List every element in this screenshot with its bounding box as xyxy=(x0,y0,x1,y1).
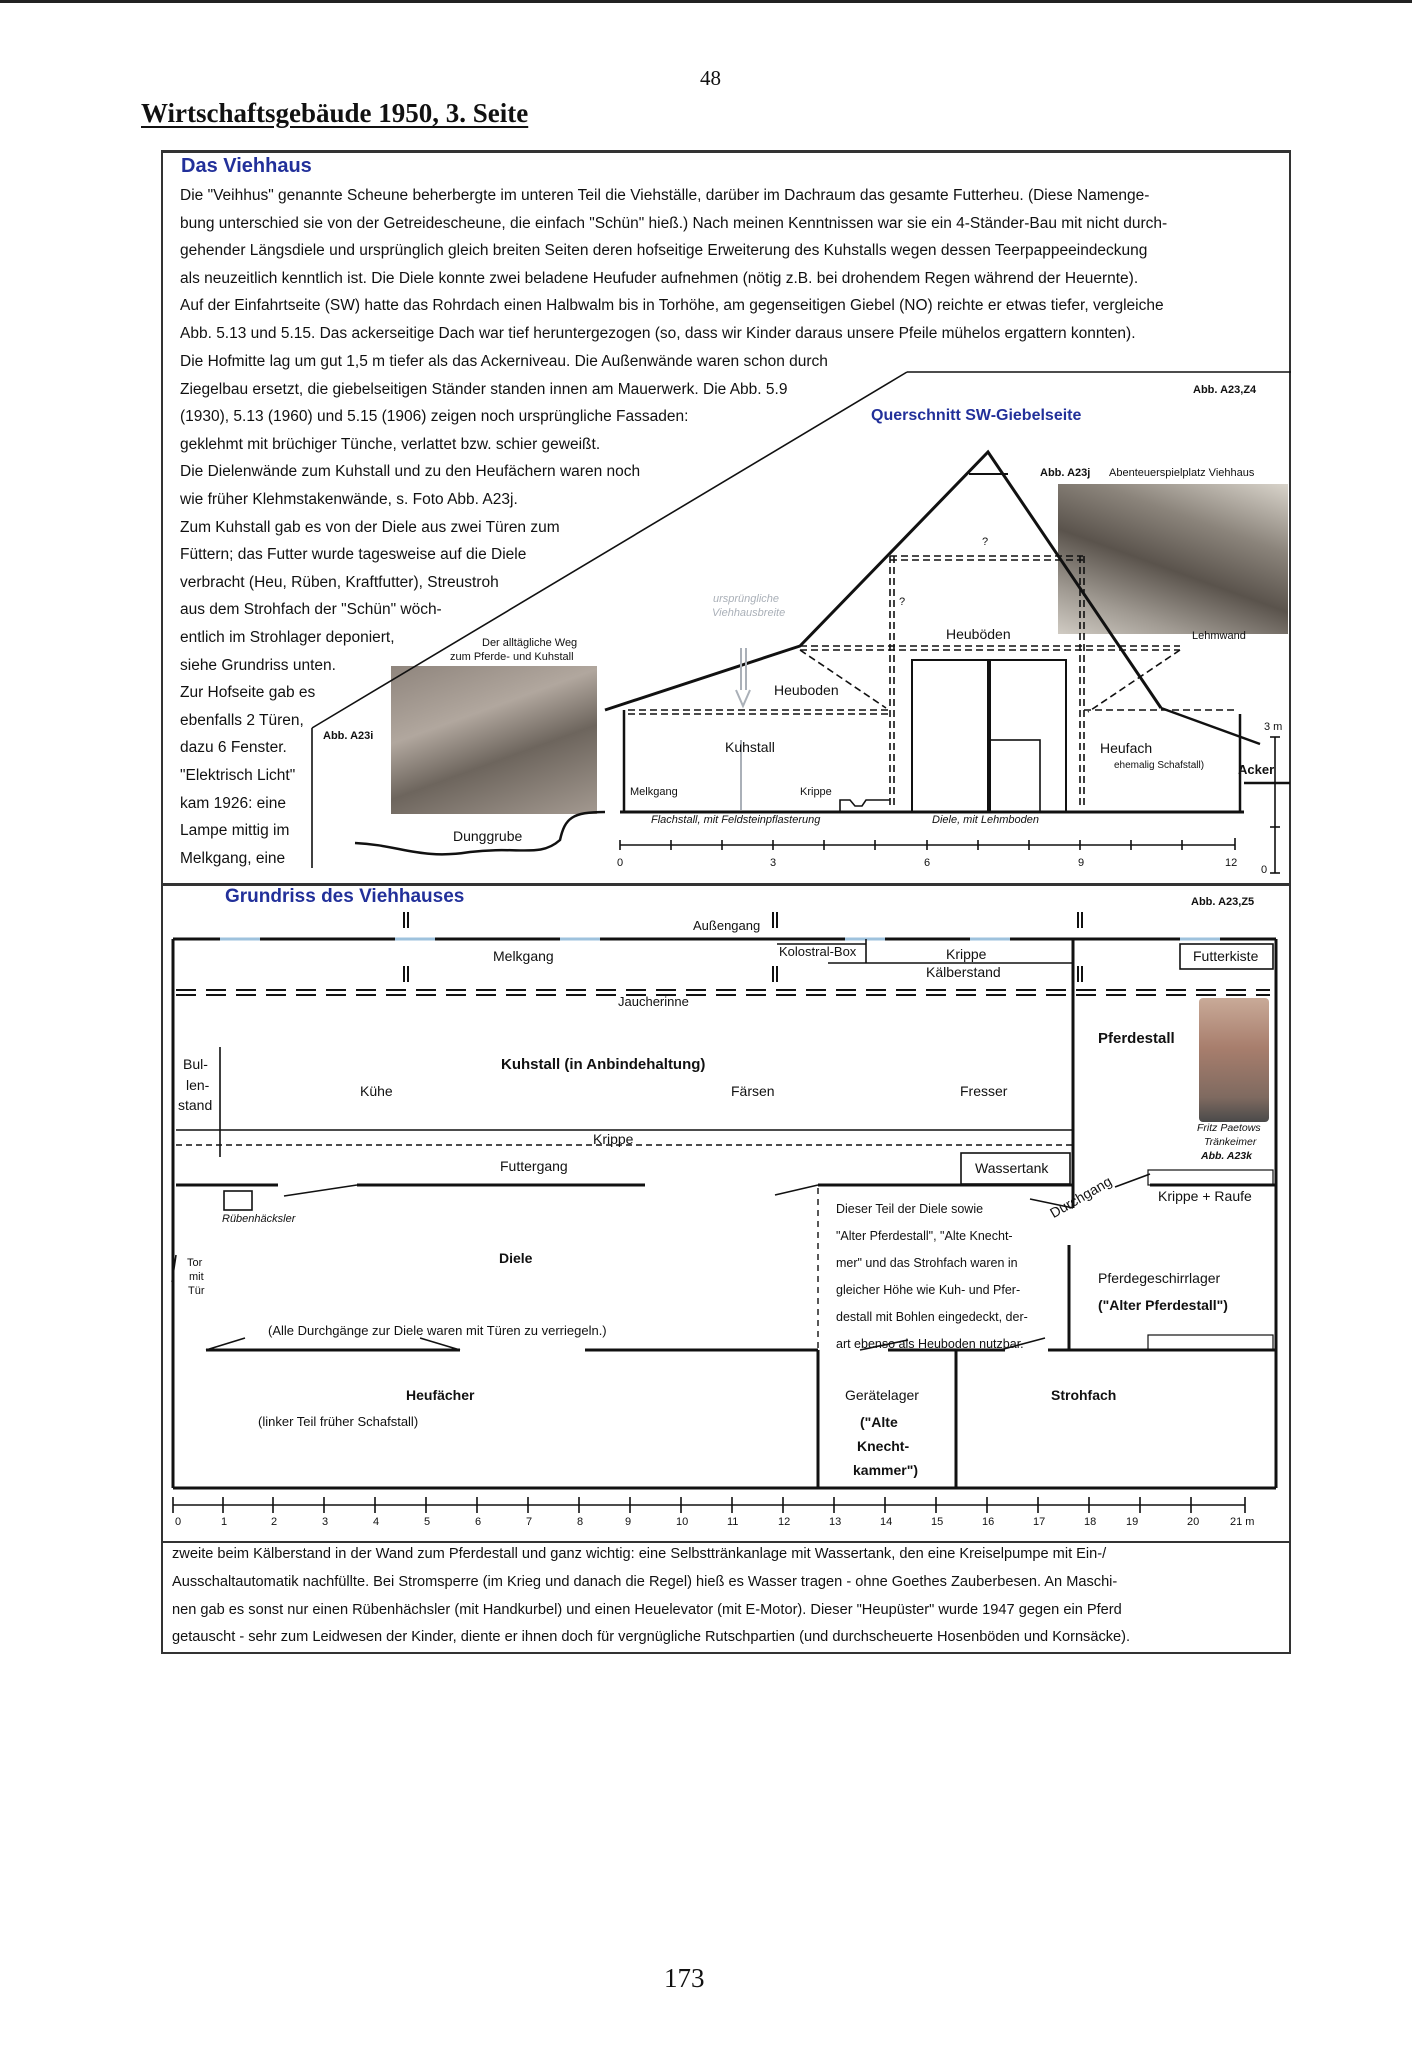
label-knecht-1: ("Alte xyxy=(860,1414,898,1430)
plan-scale-label: 2 xyxy=(271,1516,278,1528)
side-line: (1930), 5.13 (1960) und 5.15 (1906) zeigen noch ursprüngliche Fassaden: xyxy=(180,408,689,426)
plan-scale-label: 6 xyxy=(475,1516,482,1528)
question-mark-side: ? xyxy=(899,596,906,608)
bucket-ref: Abb. A23k xyxy=(1201,1150,1252,1162)
note-line: gleicher Höhe wie Kuh- und Pfer- xyxy=(836,1283,1021,1297)
diele-note xyxy=(836,1196,1028,1358)
intro-line: gehender Längsdiele und ursprünglich gleich breiten Seiten deren hofseitige Erweiterung des Kuhstalls wegen dessen Teerpappeeindeckung xyxy=(180,242,1148,260)
note-line: Dieser Teil der Diele sowie xyxy=(836,1202,984,1216)
height-scale-bottom: 0 xyxy=(1261,864,1268,876)
side-line: Füttern; das Futter wurde tagesweise auf die Diele xyxy=(180,546,527,564)
label-futterkiste: Futterkiste xyxy=(1193,948,1259,964)
label-kuehe: Kühe xyxy=(360,1083,393,1099)
label-diele: Diele xyxy=(499,1250,533,1266)
label-melkgang: Melkgang xyxy=(493,948,554,964)
querschnitt-ref: Abb. A23,Z4 xyxy=(1193,384,1257,396)
intro-line: bung unterschied sie von der Getreidescheune, die einfach "Schün" hieß.) Nach meinen Kenntnissen war sie ein 4-Ständer-Bau mit nicht durch- xyxy=(180,214,1168,232)
side-line: siehe Grundriss unten. xyxy=(180,656,336,674)
bucket-caption-2: Tränkeimer xyxy=(1204,1136,1257,1148)
photo-a23i-ref: Abb. A23i xyxy=(323,730,374,742)
label-heuboeden: Heuböden xyxy=(946,626,1011,642)
side-line: verbracht (Heu, Rüben, Kraftfutter), Streustroh xyxy=(180,573,499,591)
cross-scale-label: 6 xyxy=(924,857,931,869)
page-number-bottom: 173 xyxy=(664,1963,705,1993)
grundriss-ref: Abb. A23,Z5 xyxy=(1191,896,1255,908)
side-line: dazu 6 Fenster. xyxy=(180,739,287,757)
cross-scale-label: 0 xyxy=(617,857,624,869)
querschnitt-title: Querschnitt SW-Giebelseite xyxy=(871,407,1082,424)
label-krippe-section: Krippe xyxy=(800,786,832,798)
label-diele-lehmboden: Diele, mit Lehmboden xyxy=(932,814,1040,826)
viehhaus-heading: Das Viehhaus xyxy=(181,155,312,177)
side-line: Melkgang, eine xyxy=(180,849,286,867)
intro-line: als neuzeitlich kenntlich ist. Die Diele konnte zwei beladene Heufuder aufnehmen (nötig z.B. bei drohendem Regen während der Heuernte). xyxy=(180,269,1139,287)
plan-scale-label: 12 xyxy=(778,1516,791,1528)
label-knecht-3: kammer") xyxy=(853,1462,919,1478)
gate-right-leaf xyxy=(990,660,1066,812)
roof-outline xyxy=(605,452,1161,710)
label-krippe-raufe: Krippe + Raufe xyxy=(1158,1188,1252,1204)
label-heufach-sub: ehemalig Schafstall) xyxy=(1114,760,1205,771)
closing-paragraph xyxy=(172,1541,1130,1652)
side-line: wie früher Klehmstakenwände, s. Foto Abb. A23j. xyxy=(180,490,518,508)
label-kuhstall-section: Kuhstall xyxy=(725,739,775,755)
gate-door xyxy=(990,740,1040,812)
label-alter-pferdestall: ("Alter Pferdestall") xyxy=(1098,1297,1228,1313)
side-line: entlich im Strohlager deponiert, xyxy=(180,628,395,646)
side-line: aus dem Strohfach der "Schün" wöch- xyxy=(180,601,442,619)
photo-a23i-caption-2: zum Pferde- und Kuhstall xyxy=(450,651,574,663)
side-line: ebenfalls 2 Türen, xyxy=(180,711,304,729)
label-dunggrube: Dunggrube xyxy=(453,828,523,844)
label-futtergang: Futtergang xyxy=(500,1158,568,1174)
plan-scale-label: 13 xyxy=(829,1516,842,1528)
label-krippe-top: Krippe xyxy=(946,946,987,962)
label-bullenstand-1: Bul- xyxy=(183,1056,208,1072)
side-line: kam 1926: eine xyxy=(180,794,286,812)
label-bullenstand-2: len- xyxy=(186,1077,210,1093)
side-line: Die Hofmitte lag um gut 1,5 m tiefer als das Ackerniveau. Die Außenwände waren schon durch xyxy=(180,353,828,370)
side-line: Die Dielenwände zum Kuhstall und zu den Heufächern waren noch xyxy=(180,463,641,481)
height-scale-top: 3 m xyxy=(1264,721,1283,733)
label-knecht-2: Knecht- xyxy=(857,1438,910,1454)
label-pferdestall: Pferdestall xyxy=(1098,1030,1175,1047)
label-pferdegeschirrlager: Pferdegeschirrlager xyxy=(1098,1270,1221,1286)
wrap-diagonal xyxy=(312,372,907,728)
label-fresser: Fresser xyxy=(960,1083,1008,1099)
closing-line: getauscht - sehr zum Leidwesen der Kinder, diente er ihnen doch für vergnügliche Rutschpartien (und durchscheuerte Hosenböden und Kornsäcke). xyxy=(172,1629,1131,1646)
plan-scale-label: 17 xyxy=(1033,1516,1046,1528)
plan-scale-label: 18 xyxy=(1084,1516,1097,1528)
original-width-label-1: ursprüngliche xyxy=(713,593,780,605)
plan-scale-label: 5 xyxy=(424,1516,431,1528)
cross-scale-label: 12 xyxy=(1225,857,1238,869)
label-durchgang: Durchgang xyxy=(1047,1172,1115,1221)
label-heufaecher-sub: (linker Teil früher Schafstall) xyxy=(258,1414,419,1429)
closing-line: nen gab es sonst nur einen Rübenhächsler (mit Handkurbel) und einen Heuelevator (mit E-Motor). Dieser "Heupüster" wurde 1947 gegen ein Pferd xyxy=(172,1601,1122,1618)
note-line: art ebenso als Heuboden nutzbar. xyxy=(836,1337,1024,1351)
note-line: "Alter Pferdestall", "Alte Knecht- xyxy=(836,1229,1013,1243)
label-flachstall: Flachstall, mit Feldsteinpflasterung xyxy=(651,814,821,826)
side-line: Ziegelbau ersetzt, die giebelseitigen Ständer standen innen am Mauerwerk. Die Abb. 5.9 xyxy=(180,380,788,398)
photo-a23j-caption: Abenteuerspielplatz Viehhaus xyxy=(1109,467,1255,479)
label-tor-2: mit xyxy=(189,1271,204,1283)
label-heufaecher: Heufächer xyxy=(406,1387,475,1403)
label-tor-1: Tor xyxy=(187,1257,203,1269)
plan-scale-label: 10 xyxy=(676,1516,689,1528)
closing-line: zweite beim Kälberstand in der Wand zum Pferdestall und ganz wichtig: eine Selbsttränkanlage mit Wassertank, den eine Kreiselpumpe mit Ein-/ xyxy=(172,1546,1107,1562)
label-kaelberstand: Kälberstand xyxy=(926,964,1001,980)
label-acker: Acker xyxy=(1238,762,1275,777)
grundriss-title: Grundriss des Viehhauses xyxy=(225,886,465,907)
photo-a23j-ref: Abb. A23j xyxy=(1040,467,1091,479)
label-jaucherinne: Jaucherinne xyxy=(618,994,689,1009)
plan-scale-label: 20 xyxy=(1187,1516,1200,1528)
label-wassertank: Wassertank xyxy=(975,1160,1049,1176)
label-aussengang: Außengang xyxy=(693,918,761,933)
label-geraetelager: Gerätelager xyxy=(845,1387,919,1403)
plan-scale-label: 11 xyxy=(727,1516,739,1528)
plan-scale-label: 4 xyxy=(373,1516,380,1528)
side-line: geklehmt mit brüchiger Tünche, verlattet bzw. schier geweißt. xyxy=(180,435,601,453)
label-ruebenhaecksler: Rübenhäcksler xyxy=(222,1213,296,1225)
plan-scale-label: 21 m xyxy=(1230,1516,1255,1528)
plan-scale-label: 0 xyxy=(175,1516,182,1528)
page-title: Wirtschaftsgebäude 1950, 3. Seite xyxy=(141,98,529,128)
label-heufach: Heufach xyxy=(1100,740,1153,756)
label-faersen: Färsen xyxy=(731,1083,775,1099)
side-line: Zum Kuhstall gab es von der Diele aus zwei Türen zum xyxy=(180,518,560,536)
plan-scale-label: 8 xyxy=(577,1516,584,1528)
intro-line: Auf der Einfahrtseite (SW) hatte das Rohrdach einen Halbwalm bis in Torhöhe, am gegenseitigen Giebel (NO) reichte er etwas tiefer, vergleiche xyxy=(180,297,1164,315)
photo-a23i-caption-1: Der alltägliche Weg xyxy=(482,637,578,649)
label-kuhstall: Kuhstall (in Anbindehaltung) xyxy=(501,1056,706,1073)
label-tor-3: Tür xyxy=(188,1285,205,1297)
label-strohfach: Strohfach xyxy=(1051,1387,1117,1403)
original-width-label-2: Viehhausbreite xyxy=(712,607,786,619)
label-heuboden: Heuboden xyxy=(774,682,839,698)
bucket-caption-1: Fritz Paetows xyxy=(1197,1122,1261,1134)
label-melkgang-section: Melkgang xyxy=(630,786,678,798)
plan-scale-label: 19 xyxy=(1126,1516,1139,1528)
plan-scale-label: 15 xyxy=(931,1516,944,1528)
intro-line: Abb. 5.13 und 5.15. Das ackerseitige Dach war tief heruntergezogen (so, dass wir Kinder daraus unsere Pfeile mühelos ergattern konnten). xyxy=(180,324,1136,342)
note-line: mer" und das Strohfach waren in xyxy=(836,1256,1018,1270)
cross-scale-label: 3 xyxy=(770,857,777,869)
label-durchgaenge-note: (Alle Durchgänge zur Diele waren mit Türen zu verriegeln.) xyxy=(268,1323,607,1338)
label-kolostral-box: Kolostral-Box xyxy=(779,944,857,959)
side-line: "Elektrisch Licht" xyxy=(180,766,296,784)
intro-line: Die "Veihhus" genannte Scheune beherbergte im unteren Teil die Viehställe, darüber im Dachraum das gesamte Futterheu. (Diese Namenge- xyxy=(180,187,1150,204)
cross-scale-ticks xyxy=(620,838,1235,850)
ruebenhaecksler-box xyxy=(224,1191,252,1210)
question-mark-top: ? xyxy=(982,536,989,548)
label-lehmwand: Lehmwand xyxy=(1192,630,1246,642)
plan-scale-label: 1 xyxy=(221,1516,228,1528)
page-number-top: 48 xyxy=(700,66,721,90)
plan-scale-label: 3 xyxy=(322,1516,329,1528)
side-line: Zur Hofseite gab es xyxy=(180,684,316,702)
plan-scale-label: 14 xyxy=(880,1516,893,1528)
closing-line: Ausschaltautomatik nachfüllte. Bei Stromsperre (im Krieg und danach die Regel) hieß es Wasser tragen - ohne Goethes Zauberbesen. An Maschi- xyxy=(172,1573,1118,1590)
label-bullenstand-3: stand xyxy=(178,1097,213,1113)
plan-scale-label: 9 xyxy=(625,1516,632,1528)
cross-scale-label: 9 xyxy=(1078,857,1085,869)
side-line: Lampe mittig im xyxy=(180,822,290,840)
note-line: destall mit Bohlen eingedeckt, der- xyxy=(836,1310,1028,1324)
gate-left-leaf xyxy=(912,660,988,812)
label-krippe-mid: Krippe xyxy=(593,1131,634,1147)
plan-scale-label: 16 xyxy=(982,1516,995,1528)
plan-scale-label: 7 xyxy=(526,1516,533,1528)
